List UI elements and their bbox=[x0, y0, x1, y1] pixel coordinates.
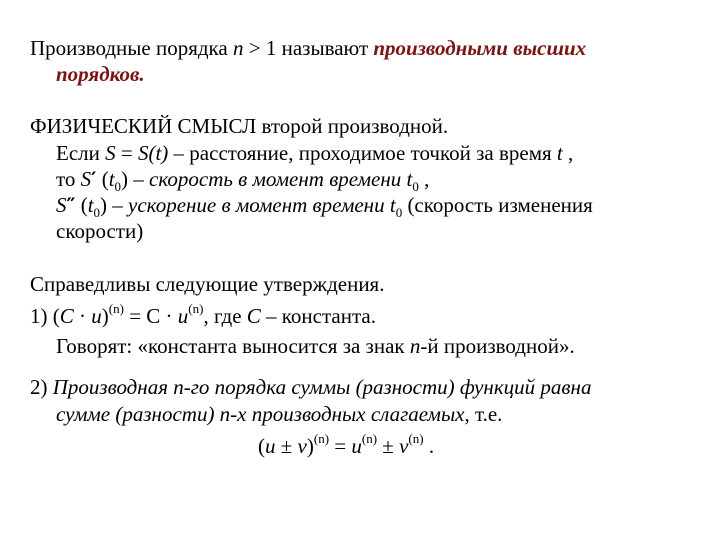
text-rate: (скорость изменения bbox=[402, 193, 593, 217]
var-t: t bbox=[556, 141, 563, 165]
text-say-end: -й производной». bbox=[420, 334, 575, 358]
statements-heading bbox=[30, 272, 384, 296]
var-S: S bbox=[105, 141, 116, 165]
intro-line-2 bbox=[56, 62, 145, 86]
text-comma: , bbox=[562, 141, 574, 165]
text-where: , где bbox=[203, 304, 247, 328]
text-to: то bbox=[56, 167, 81, 191]
paren-close-3: ) bbox=[101, 304, 109, 328]
statements-heading-text: Справедливы следующие утверждения. bbox=[30, 272, 385, 296]
text-speed: – скорость в момент времени bbox=[128, 167, 407, 191]
s1-num: 1) ( bbox=[30, 304, 60, 328]
var-u-2: u bbox=[177, 304, 189, 328]
intro-term-2: порядков. bbox=[56, 62, 145, 86]
sup-n-2: (n) bbox=[188, 301, 204, 316]
physical-heading bbox=[30, 114, 448, 138]
paren-close: ) bbox=[121, 167, 129, 191]
s2-line2: сумме (разности) n-х производных слагаемых bbox=[56, 402, 465, 426]
prime-1: ′ bbox=[91, 167, 97, 191]
intro-text: Производные порядка bbox=[30, 36, 228, 60]
intro-term: производными высших bbox=[373, 36, 587, 60]
physical-line-3 bbox=[56, 167, 430, 195]
s2-line2-end: , т.е. bbox=[464, 402, 503, 426]
text-eq: = bbox=[115, 141, 138, 165]
s2-num: 2) bbox=[30, 375, 53, 399]
sup-n: (n) bbox=[108, 301, 124, 316]
f-pm2: ± bbox=[377, 434, 400, 458]
var-t0: t bbox=[108, 167, 115, 191]
f-open: ( bbox=[258, 434, 265, 458]
f-pm: ± bbox=[275, 434, 298, 458]
var-C-2: C bbox=[246, 304, 261, 328]
f-sup-2: (n) bbox=[361, 431, 378, 446]
var-u: u bbox=[91, 304, 102, 328]
intro-n: n bbox=[233, 36, 244, 60]
f-sup-1: (n) bbox=[313, 431, 330, 446]
sub-0-c: 0 bbox=[93, 205, 101, 221]
paren-close-2: ) bbox=[100, 193, 108, 217]
text-velocity: скорости) bbox=[56, 219, 144, 243]
sub-0: 0 bbox=[114, 179, 122, 195]
var-n: n bbox=[409, 334, 421, 358]
f-u2: u bbox=[351, 434, 362, 458]
f-sup-3: (n) bbox=[408, 431, 424, 446]
f-u: u bbox=[265, 434, 276, 458]
f-dot: . bbox=[423, 434, 435, 458]
text-comma-2: , bbox=[418, 167, 430, 191]
statement-1 bbox=[30, 301, 376, 328]
statement-1-say bbox=[56, 334, 575, 358]
physical-line-2 bbox=[56, 141, 573, 165]
physical-heading-text: ФИЗИЧЕСКИЙ СМЫСЛ второй производной. bbox=[30, 114, 449, 138]
text-eq-C: = C · bbox=[123, 304, 178, 328]
physical-line-4 bbox=[56, 193, 593, 221]
var-St: S(t) bbox=[137, 141, 169, 165]
text-if: Если bbox=[56, 141, 106, 165]
f-eq: = bbox=[329, 434, 352, 458]
paren-open: ( bbox=[96, 167, 109, 191]
intro-line-1 bbox=[30, 36, 586, 60]
dot: · bbox=[73, 304, 92, 328]
f-close: ) bbox=[306, 434, 314, 458]
s2-text: Производная n-го порядка суммы (разности) функций равна bbox=[52, 375, 592, 399]
var-S-prime: S bbox=[80, 167, 92, 191]
statement-2-line-2 bbox=[56, 402, 502, 426]
var-t0-d: t bbox=[389, 193, 396, 217]
var-C: C bbox=[59, 304, 74, 328]
var-t0-c: t bbox=[87, 193, 94, 217]
var-S-dprime: S bbox=[56, 193, 67, 217]
sub-0-b: 0 bbox=[412, 179, 419, 195]
var-t0-b: t bbox=[406, 167, 413, 191]
paren-open-2: ( bbox=[75, 193, 88, 217]
sub-0-d: 0 bbox=[395, 205, 403, 221]
formula bbox=[258, 431, 435, 458]
statement-2 bbox=[30, 375, 591, 399]
intro-gt: > 1 называют bbox=[243, 36, 369, 60]
f-v: v bbox=[297, 434, 307, 458]
physical-line-5 bbox=[56, 219, 143, 243]
text-distance: – расстояние, проходимое точкой за время bbox=[168, 141, 557, 165]
f-v2: v bbox=[399, 434, 409, 458]
text-accel: – ускорение в момент времени bbox=[107, 193, 390, 217]
text-constant: – константа. bbox=[260, 304, 376, 328]
prime-2: ″ bbox=[66, 193, 76, 217]
text-say: Говорят: «константа выносится за знак bbox=[56, 334, 410, 358]
